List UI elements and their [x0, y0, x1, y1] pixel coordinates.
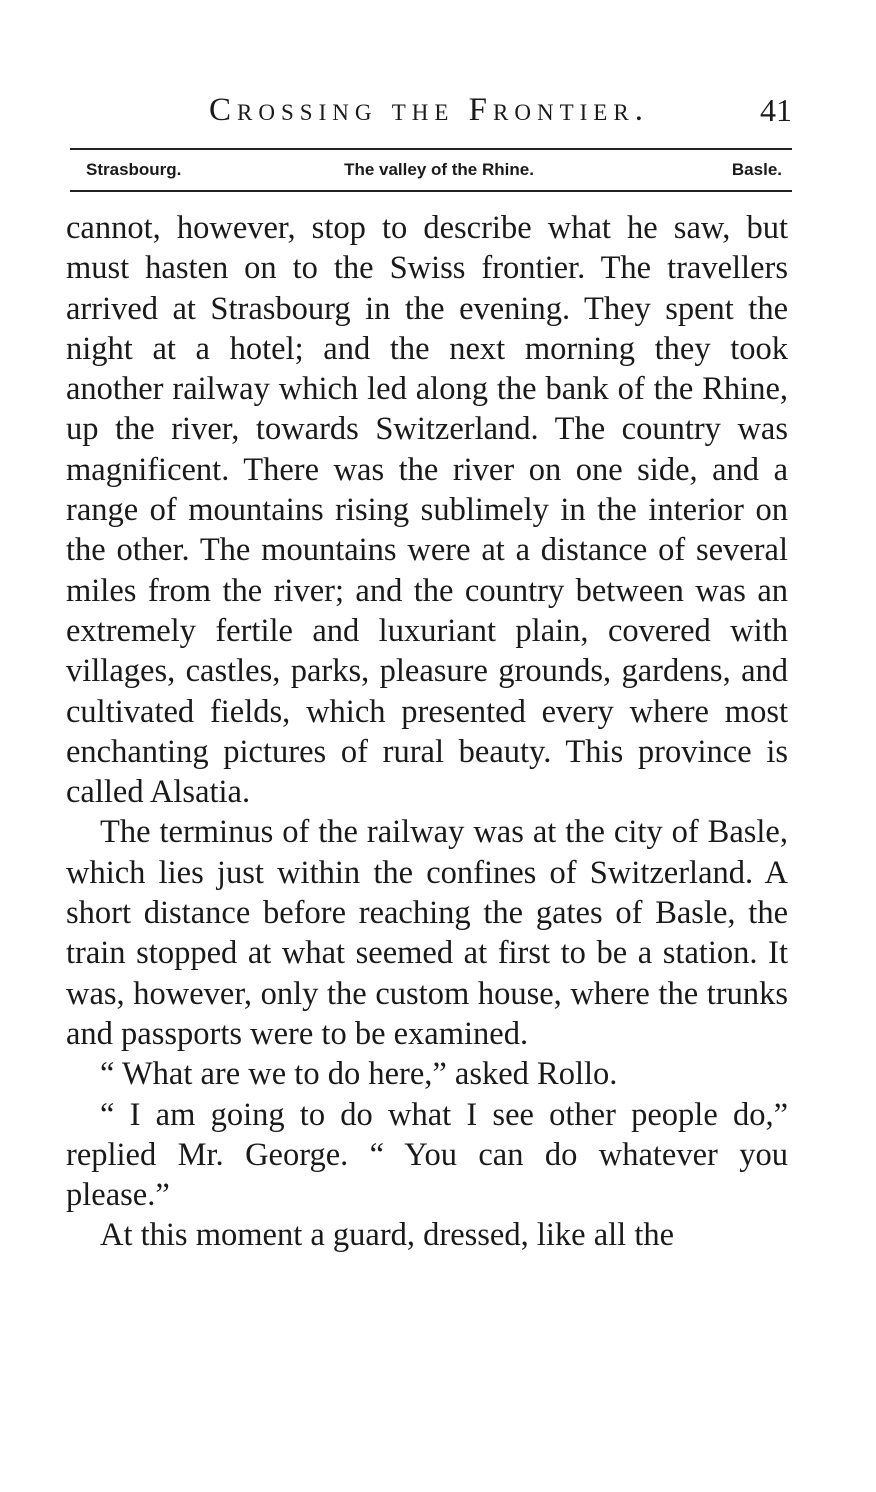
running-head: [64, 90, 794, 130]
paragraph: “ What are we to do here,” asked Rollo.: [100, 1056, 618, 1093]
header-rule-top: [70, 148, 792, 150]
page-number: 41: [760, 92, 792, 128]
paragraph: “ I am going to do what I see other people do,” replied Mr. George. “ You can do whatever you please.”: [66, 1096, 788, 1214]
paragraph: cannot, however, stop to describe what he saw, but must hasten on to the Swiss frontier. The travellers arrived at Strasbourg in the evening. They spent the night at a hotel; and the next morning they took another railway which led along the bank of the Rhine, up the river, towards Switzerland. The country was magnificent. There was the river on one side, and a range of mountains rising sublimely in the interior on the other. The mountains were at a distance of several miles from the river; and the country between was an extremely fertile and luxuriant plain, covered with villages, castles, parks, pleasure grounds, gardens, and cultivated fields, which presented every where most enchanting pictures of rural beauty. This province is called Alsatia.: [66, 210, 788, 811]
header-rule-bottom: [70, 190, 792, 192]
paragraph: The terminus of the railway was at the city of Basle, which lies just within the confines of Switzerland. A short distance before reaching the gates of Basle, the train stopped at what seemed at first to be a station. It was, however, only the custom house, where the trunks and passports were to be examined.: [66, 814, 788, 1052]
subheader-right: Basle.: [731, 160, 782, 179]
body-text: [66, 208, 788, 1256]
subheader: [86, 156, 792, 184]
running-title: Crossing the Frontier.: [209, 92, 649, 128]
subheader-center: The valley of the Rhine.: [344, 160, 534, 179]
paragraph: At this moment a guard, dressed, like all the: [100, 1217, 675, 1254]
subheader-left: Strasbourg.: [86, 160, 182, 179]
